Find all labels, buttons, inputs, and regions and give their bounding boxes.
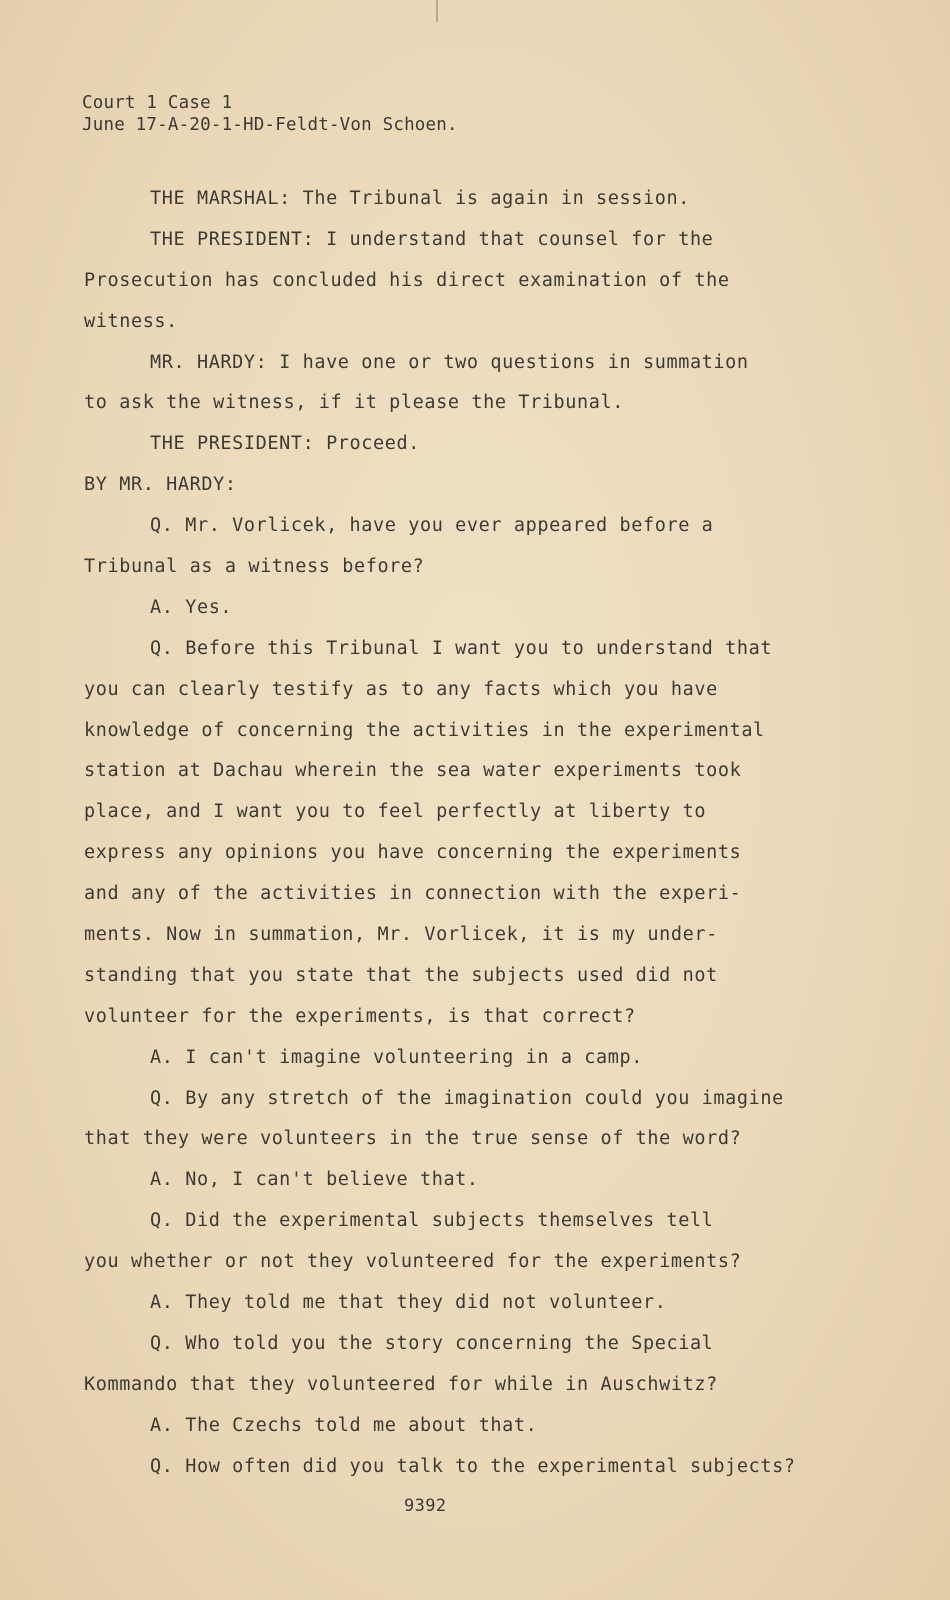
transcript-line: Q. Did the experimental subjects themselves tell bbox=[150, 1210, 714, 1232]
transcript-line: witness. bbox=[84, 310, 178, 332]
transcript-line: A. No, I can't believe that. bbox=[150, 1169, 479, 1191]
transcript-body bbox=[84, 186, 844, 1495]
transcript-line: you whether or not they volunteered for the experiments? bbox=[84, 1251, 742, 1273]
transcript-line: ments. Now in summation, Mr. Vorlicek, it is my under- bbox=[84, 924, 718, 946]
transcript-line: place, and I want you to feel perfectly at liberty to bbox=[84, 801, 707, 823]
transcript-line: A. They told me that they did not volunteer. bbox=[150, 1292, 667, 1314]
transcript-line: Kommando that they volunteered for while in Auschwitz? bbox=[84, 1373, 718, 1395]
transcript-line: and any of the activities in connection with the experi- bbox=[84, 883, 742, 905]
transcript-line: standing that you state that the subjects used did not bbox=[84, 964, 718, 986]
transcript-line: Prosecution has concluded his direct examination of the bbox=[84, 269, 730, 291]
transcript-line: express any opinions you have concerning the experiments bbox=[84, 842, 742, 864]
transcript-line: BY MR. HARDY: bbox=[84, 474, 237, 496]
transcript-line: A. The Czechs told me about that. bbox=[150, 1414, 538, 1436]
transcript-line: volunteer for the experiments, is that correct? bbox=[84, 1005, 636, 1027]
header-reference: June 17-A-20-1-HD-Feldt-Von Schoen. bbox=[82, 115, 458, 135]
transcript-line: A. Yes. bbox=[150, 596, 233, 618]
transcript-line: THE PRESIDENT: Proceed. bbox=[150, 433, 420, 455]
transcript-line: to ask the witness, if it please the Tribunal. bbox=[84, 392, 624, 414]
transcript-line: Q. By any stretch of the imagination could you imagine bbox=[150, 1087, 784, 1109]
transcript-line: Q. How often did you talk to the experimental subjects? bbox=[150, 1455, 796, 1477]
transcript-line: Q. Before this Tribunal I want you to understand that bbox=[150, 637, 773, 659]
transcript-line: that they were volunteers in the true sense of the word? bbox=[84, 1128, 742, 1150]
transcript-line: A. I can't imagine volunteering in a camp. bbox=[150, 1046, 643, 1068]
page-number: 9392 bbox=[404, 1496, 447, 1516]
transcript-line: Q. Who told you the story concerning the Special bbox=[150, 1332, 714, 1354]
header-court-case: Court 1 Case 1 bbox=[82, 93, 233, 113]
transcript-line: you can clearly testify as to any facts which you have bbox=[84, 678, 718, 700]
transcript-line: Q. Mr. Vorlicek, have you ever appeared before a bbox=[150, 515, 714, 537]
paper-fold-mark bbox=[436, 0, 438, 22]
transcript-line: THE MARSHAL: The Tribunal is again in session. bbox=[150, 188, 690, 209]
transcript-line: knowledge of concerning the activities in the experimental bbox=[84, 719, 765, 741]
transcript-line: MR. HARDY: I have one or two questions in summation bbox=[150, 351, 749, 373]
transcript-line: station at Dachau wherein the sea water experiments took bbox=[84, 760, 742, 782]
document-header bbox=[82, 92, 458, 136]
transcript-line: Tribunal as a witness before? bbox=[84, 556, 425, 578]
transcript-line: THE PRESIDENT: I understand that counsel for the bbox=[150, 228, 714, 250]
